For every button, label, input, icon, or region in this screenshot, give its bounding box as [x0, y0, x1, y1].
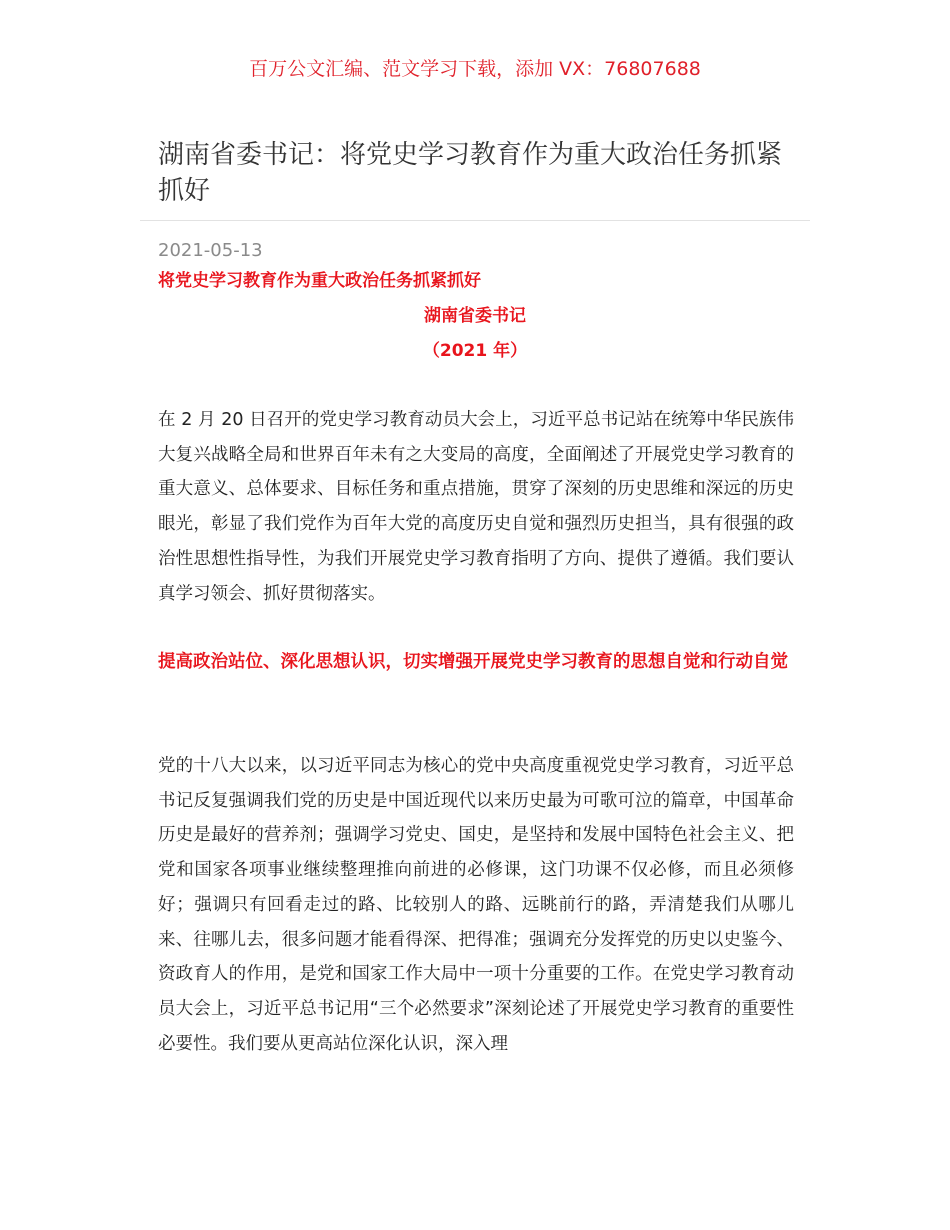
body-paragraph: 在 2 月 20 日召开的党史学习教育动员大会上，习近平总书记站在统筹中华民族伟大复兴战略全局和世界百年未有之大变局的高度，全面阐述了开展党史学习教育的重大意义、总体要求、目标任务和重点措施，贯穿了深刻的历史思维和深远的历史眼光，彰显了我们党作为百年大党的高度历史自觉和强烈历史担当，具有很强的政治性思想性指导性，为我们开展党史学习教育指明了方向、提供了遵循。我们要认真学习领会、抓好贯彻落实。: [158, 410, 794, 604]
promo-banner: 百万公文汇编、范文学习下载，添加 VX：76807688: [249, 58, 701, 80]
year-line: （2021 年）: [422, 341, 528, 361]
title-divider: [140, 220, 810, 221]
article-title: 湖南省委书记：将党史学习教育作为重大政治任务抓紧抓好: [158, 140, 783, 206]
author-line: 湖南省委书记: [424, 306, 526, 326]
body-paragraph: 党的十八大以来，以习近平同志为核心的党中央高度重视党史学习教育，习近平总书记反复强调我们党的历史是中国近现代以来历史最为可歌可泣的篇章，中国革命历史是最好的营养剂；强调学习党史、国史，是坚持和发展中国特色社会主义、把党和国家各项事业继续整理推向前进的必修课，这门功课不仅必修，而且必须修好；强调只有回看走过的路、比较别人的路、远眺前行的路，弄清楚我们从哪儿来、往哪儿去，很多问题才能看得深、把得准；强调充分发挥党的历史以史鉴今、资政育人的作用，是党和国家工作大局中一项十分重要的工作。在党史学习教育动员大会上，习近平总书记用“三个必然要求”深刻论述了开展党史学习教育的重要性必要性。我们要从更高站位深化认识，深入理: [158, 756, 794, 1054]
section-heading: 提高政治站位、深化思想认识，切实增强开展党史学习教育的思想自觉和行动自觉: [158, 652, 788, 672]
publish-date: 2021-05-13: [158, 240, 263, 261]
article-subheading: 将党史学习教育作为重大政治任务抓紧抓好: [158, 271, 481, 291]
